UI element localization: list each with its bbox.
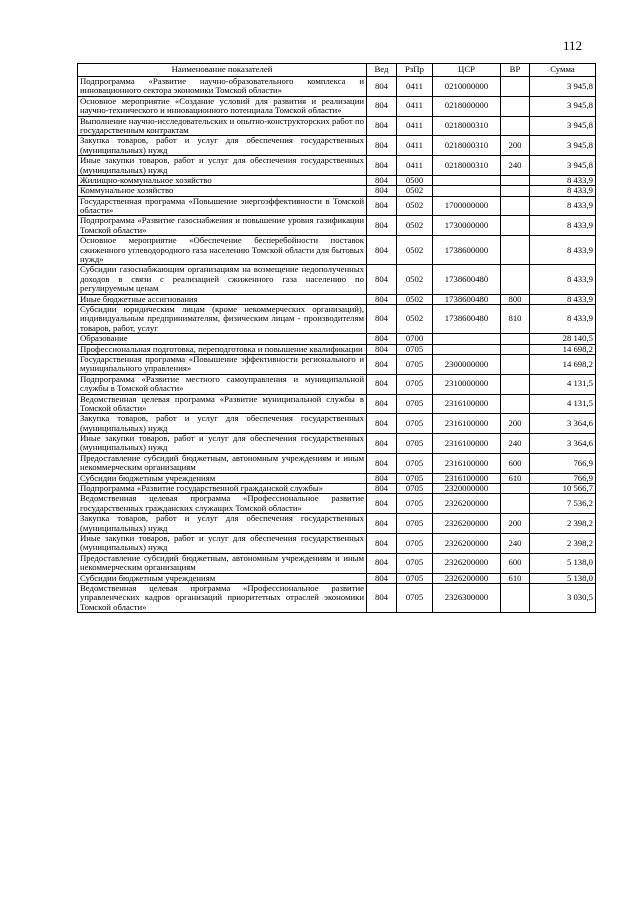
header-row — [78, 64, 596, 77]
row-csr: 2326200000 — [433, 553, 501, 573]
row-vr: 200 — [501, 514, 530, 534]
header-vr: ВР — [501, 64, 530, 77]
table-row — [78, 553, 596, 573]
row-csr: 2316100000 — [433, 414, 501, 434]
row-csr: 0218000310 — [433, 136, 501, 156]
table-row — [78, 77, 596, 97]
row-ved: 804 — [367, 494, 397, 514]
row-sum: 766,9 — [530, 453, 596, 473]
row-ved: 804 — [367, 196, 397, 216]
row-vr: 800 — [501, 294, 530, 304]
row-vr — [501, 583, 530, 612]
row-ved: 804 — [367, 394, 397, 414]
row-ved: 804 — [367, 334, 397, 344]
row-csr: 2326300000 — [433, 583, 501, 612]
row-vr: 200 — [501, 414, 530, 434]
row-ved: 804 — [367, 453, 397, 473]
row-vr: 610 — [501, 573, 530, 583]
row-sum: 8 433,9 — [530, 265, 596, 294]
row-vr: 600 — [501, 553, 530, 573]
row-rzpr: 0705 — [397, 533, 433, 553]
row-csr: 1738600480 — [433, 304, 501, 333]
row-sum: 8 433,9 — [530, 175, 596, 185]
row-ved: 804 — [367, 434, 397, 454]
row-vr — [501, 394, 530, 414]
row-sum: 2 398,2 — [530, 514, 596, 534]
row-rzpr: 0705 — [397, 573, 433, 583]
row-csr: 2326200000 — [433, 494, 501, 514]
row-name: Жилищно-коммунальное хозяйство — [78, 175, 367, 185]
row-rzpr: 0705 — [397, 394, 433, 414]
row-rzpr: 0502 — [397, 304, 433, 333]
row-name: Предоставление субсидий бюджетным, автономным учреждениям и иным некоммерческим организациям — [78, 553, 367, 573]
table-row — [78, 216, 596, 236]
table-row — [78, 294, 596, 304]
table-row — [78, 374, 596, 394]
row-rzpr: 0411 — [397, 77, 433, 97]
row-name: Ведомственная целевая программа «Профессиональное развитие государственных гражданских служащих Томской области» — [78, 494, 367, 514]
table-row — [78, 186, 596, 196]
row-ved: 804 — [367, 514, 397, 534]
row-sum: 3 945,8 — [530, 96, 596, 116]
row-vr — [501, 116, 530, 136]
row-sum: 4 131,5 — [530, 394, 596, 414]
row-sum: 5 138,0 — [530, 573, 596, 583]
row-csr: 2320000000 — [433, 484, 501, 494]
table-row — [78, 494, 596, 514]
row-sum: 5 138,0 — [530, 553, 596, 573]
row-name: Предоставление субсидий бюджетным, автономным учреждениям и иным некоммерческим организациям — [78, 453, 367, 473]
row-csr: 0218000310 — [433, 156, 501, 176]
row-vr — [501, 196, 530, 216]
row-name: Субсидии газоснабжающим организациям на возмещение недополученных доходов в связи с реализацией сжиженного газа населению по регулируемым ценам — [78, 265, 367, 294]
row-vr — [501, 216, 530, 236]
row-sum: 14 698,2 — [530, 344, 596, 354]
table-row — [78, 156, 596, 176]
row-name: Иные бюджетные ассигнования — [78, 294, 367, 304]
row-ved: 804 — [367, 573, 397, 583]
row-vr — [501, 374, 530, 394]
row-name: Образование — [78, 334, 367, 344]
row-name: Иные закупки товаров, работ и услуг для обеспечения государственных (муниципальных) нужд — [78, 533, 367, 553]
row-sum: 28 140,5 — [530, 334, 596, 344]
row-sum: 3 364,6 — [530, 414, 596, 434]
row-vr: 810 — [501, 304, 530, 333]
row-sum: 2 398,2 — [530, 533, 596, 553]
table-row — [78, 533, 596, 553]
row-vr — [501, 96, 530, 116]
row-ved: 804 — [367, 116, 397, 136]
row-csr: 2316100000 — [433, 434, 501, 454]
row-name: Основное мероприятие «Создание условий для развития и реализации научно-технического и инновационного потенциала Томской области» — [78, 96, 367, 116]
row-ved: 804 — [367, 294, 397, 304]
row-sum: 3 945,8 — [530, 116, 596, 136]
row-sum: 3 945,8 — [530, 136, 596, 156]
table-row — [78, 334, 596, 344]
row-csr — [433, 186, 501, 196]
row-name: Выполнение научно-исследовательских и опытно-конструкторских работ по государственным контрактам — [78, 116, 367, 136]
budget-table — [77, 63, 596, 613]
row-ved: 804 — [367, 583, 397, 612]
row-name: Ведомственная целевая программа «Профессиональное развитие управленческих кадров организаций приоритетных отраслей экономики Томской области» — [78, 583, 367, 612]
row-name: Иные закупки товаров, работ и услуг для обеспечения государственных (муниципальных) нужд — [78, 156, 367, 176]
table-row — [78, 136, 596, 156]
row-ved: 804 — [367, 344, 397, 354]
row-rzpr: 0700 — [397, 334, 433, 344]
row-name: Подпрограмма «Развитие газоснабжения и повышение уровня газификации Томской области» — [78, 216, 367, 236]
table-row — [78, 175, 596, 185]
row-name: Закупка товаров, работ и услуг для обеспечения государственных (муниципальных) нужд — [78, 514, 367, 534]
row-rzpr: 0705 — [397, 473, 433, 483]
row-name: Государственная программа «Повышение эффективности регионального и муниципального управления» — [78, 354, 367, 374]
row-ved: 804 — [367, 136, 397, 156]
row-vr — [501, 354, 530, 374]
row-vr — [501, 344, 530, 354]
row-rzpr: 0705 — [397, 484, 433, 494]
row-rzpr: 0411 — [397, 116, 433, 136]
row-sum: 8 433,9 — [530, 304, 596, 333]
row-sum: 10 566,7 — [530, 484, 596, 494]
row-csr: 0218000310 — [433, 116, 501, 136]
row-csr: 2326200000 — [433, 533, 501, 553]
row-csr: 2310000000 — [433, 374, 501, 394]
row-sum: 3 364,6 — [530, 434, 596, 454]
row-rzpr: 0705 — [397, 494, 433, 514]
row-rzpr: 0705 — [397, 553, 433, 573]
header-csr: ЦСР — [433, 64, 501, 77]
row-name: Закупка товаров, работ и услуг для обеспечения государственных (муниципальных) нужд — [78, 414, 367, 434]
row-ved: 804 — [367, 354, 397, 374]
table-row — [78, 304, 596, 333]
row-rzpr: 0705 — [397, 354, 433, 374]
row-csr — [433, 334, 501, 344]
row-sum: 8 433,9 — [530, 196, 596, 216]
table-row — [78, 514, 596, 534]
table-row — [78, 265, 596, 294]
row-vr — [501, 77, 530, 97]
row-name: Подпрограмма «Развитие местного самоуправления и муниципальной службы в Томской области» — [78, 374, 367, 394]
row-vr: 240 — [501, 434, 530, 454]
row-rzpr: 0705 — [397, 583, 433, 612]
row-sum: 14 698,2 — [530, 354, 596, 374]
row-sum: 8 433,9 — [530, 186, 596, 196]
row-sum: 7 536,2 — [530, 494, 596, 514]
table-row — [78, 414, 596, 434]
row-vr — [501, 334, 530, 344]
row-csr: 2326200000 — [433, 514, 501, 534]
table-row — [78, 453, 596, 473]
row-ved: 804 — [367, 374, 397, 394]
row-csr: 2316100000 — [433, 394, 501, 414]
row-sum: 3 945,8 — [530, 77, 596, 97]
row-name: Субсидии бюджетным учреждениям — [78, 573, 367, 583]
row-sum: 3 945,8 — [530, 156, 596, 176]
table-row — [78, 354, 596, 374]
row-csr: 1738600000 — [433, 236, 501, 265]
table-row — [78, 96, 596, 116]
page-number: 112 — [562, 38, 582, 53]
row-ved: 804 — [367, 175, 397, 185]
row-vr: 600 — [501, 453, 530, 473]
row-name: Коммунальное хозяйство — [78, 186, 367, 196]
row-vr: 240 — [501, 533, 530, 553]
row-rzpr: 0411 — [397, 156, 433, 176]
header-ved: Вед — [367, 64, 397, 77]
row-csr: 2316100000 — [433, 453, 501, 473]
header-rzpr: РзПр — [397, 64, 433, 77]
row-name: Субсидии бюджетным учреждениям — [78, 473, 367, 483]
table-row — [78, 573, 596, 583]
table-header — [78, 64, 596, 77]
row-ved: 804 — [367, 533, 397, 553]
row-ved: 804 — [367, 484, 397, 494]
row-name: Подпрограмма «Развитие государственной гражданской службы» — [78, 484, 367, 494]
table-row — [78, 484, 596, 494]
table-row — [78, 394, 596, 414]
row-rzpr: 0411 — [397, 136, 433, 156]
row-sum: 8 433,9 — [530, 236, 596, 265]
row-csr: 2316100000 — [433, 473, 501, 483]
row-csr: 0218000000 — [433, 96, 501, 116]
table-row — [78, 236, 596, 265]
row-vr — [501, 484, 530, 494]
table-row — [78, 196, 596, 216]
row-ved: 804 — [367, 96, 397, 116]
table-row — [78, 116, 596, 136]
row-csr: 1738600480 — [433, 294, 501, 304]
row-vr: 240 — [501, 156, 530, 176]
row-rzpr: 0502 — [397, 196, 433, 216]
row-sum: 8 433,9 — [530, 216, 596, 236]
row-rzpr: 0411 — [397, 96, 433, 116]
row-rzpr: 0705 — [397, 434, 433, 454]
row-rzpr: 0705 — [397, 453, 433, 473]
row-rzpr: 0500 — [397, 175, 433, 185]
header-sum: Сумма — [530, 64, 596, 77]
row-csr — [433, 175, 501, 185]
row-ved: 804 — [367, 156, 397, 176]
row-name: Подпрограмма «Развитие научно-образовательного комплекса и инновационного сектора экономики Томской области» — [78, 77, 367, 97]
row-name: Ведомственная целевая программа «Развитие муниципальной службы в Томской области» — [78, 394, 367, 414]
row-vr: 200 — [501, 136, 530, 156]
row-ved: 804 — [367, 553, 397, 573]
header-name: Наименование показателей — [78, 64, 367, 77]
row-name: Закупка товаров, работ и услуг для обеспечения государственных (муниципальных) нужд — [78, 136, 367, 156]
row-sum: 766,9 — [530, 473, 596, 483]
row-sum: 8 433,9 — [530, 294, 596, 304]
row-rzpr: 0502 — [397, 236, 433, 265]
row-ved: 804 — [367, 414, 397, 434]
row-csr: 0210000000 — [433, 77, 501, 97]
table-row — [78, 344, 596, 354]
row-vr — [501, 175, 530, 185]
row-ved: 804 — [367, 216, 397, 236]
row-ved: 804 — [367, 265, 397, 294]
row-name: Субсидии юридическим лицам (кроме некоммерческих организаций), индивидуальным предпринимателям, физическим лицам - производителям товаров, работ, услуг — [78, 304, 367, 333]
row-vr: 610 — [501, 473, 530, 483]
row-rzpr: 0705 — [397, 374, 433, 394]
row-name: Государственная программа «Повышение энергоэффективности в Томской области» — [78, 196, 367, 216]
row-vr — [501, 494, 530, 514]
table-row — [78, 434, 596, 454]
row-csr — [433, 344, 501, 354]
row-rzpr: 0705 — [397, 414, 433, 434]
row-rzpr: 0502 — [397, 216, 433, 236]
row-vr — [501, 186, 530, 196]
row-vr — [501, 265, 530, 294]
row-rzpr: 0705 — [397, 514, 433, 534]
table-row — [78, 583, 596, 612]
row-ved: 804 — [367, 473, 397, 483]
row-csr: 2326200000 — [433, 573, 501, 583]
row-rzpr: 0502 — [397, 294, 433, 304]
row-csr: 1738600480 — [433, 265, 501, 294]
row-rzpr: 0502 — [397, 186, 433, 196]
table-body — [78, 77, 596, 613]
row-rzpr: 0705 — [397, 344, 433, 354]
row-csr: 1730000000 — [433, 216, 501, 236]
row-vr — [501, 236, 530, 265]
table-row — [78, 473, 596, 483]
row-name: Иные закупки товаров, работ и услуг для обеспечения государственных (муниципальных) нужд — [78, 434, 367, 454]
row-name: Основное мероприятие «Обеспечение бесперебойности поставок сжиженного углеводородного газа населению Томской области для бытовых нужд» — [78, 236, 367, 265]
row-name: Профессиональная подготовка, переподготовка и повышение квалификации — [78, 344, 367, 354]
row-ved: 804 — [367, 304, 397, 333]
row-sum: 4 131,5 — [530, 374, 596, 394]
row-ved: 804 — [367, 236, 397, 265]
row-csr: 2300000000 — [433, 354, 501, 374]
row-rzpr: 0502 — [397, 265, 433, 294]
row-sum: 3 030,5 — [530, 583, 596, 612]
row-ved: 804 — [367, 186, 397, 196]
row-ved: 804 — [367, 77, 397, 97]
row-csr: 1700000000 — [433, 196, 501, 216]
